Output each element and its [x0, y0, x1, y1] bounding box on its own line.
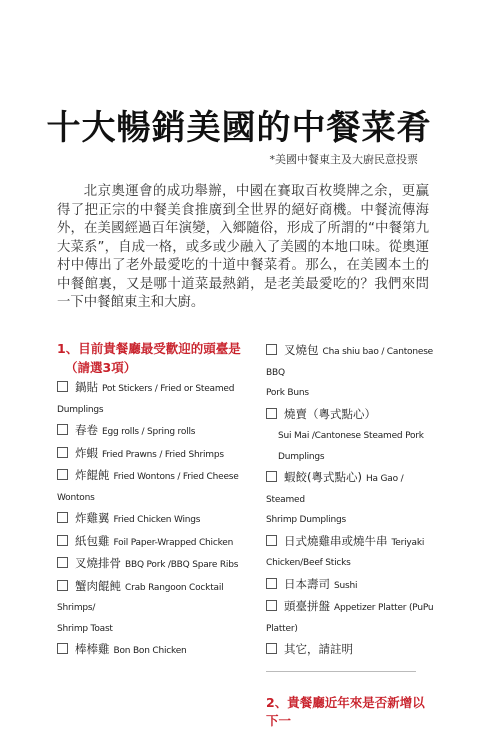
option-en: Crab Rangoon Cocktail Shrimps/	[57, 582, 224, 613]
option-zh: 春卷	[75, 423, 98, 437]
checkbox[interactable]	[57, 643, 68, 654]
divider	[266, 671, 416, 672]
checkbox[interactable]	[57, 557, 68, 568]
option-en: Teriyaki	[391, 537, 425, 548]
option-en: Cha shiu bao / Cantonese BBQ	[266, 347, 434, 378]
checkbox[interactable]	[266, 643, 277, 654]
checkbox[interactable]	[266, 600, 277, 611]
option-bon-bon-chicken[interactable]	[57, 639, 253, 662]
checkbox[interactable]	[57, 512, 68, 523]
question-2-heading: 2、貴餐廳近年來是否新增以下一	[266, 694, 425, 728]
survey-source-note: *美國中餐東主及大廚民意投票	[269, 153, 418, 166]
option-en: Ha Gao / Steamed	[266, 474, 404, 505]
option-en: Fried Chicken Wings	[113, 515, 201, 525]
checkbox[interactable]	[57, 580, 68, 591]
option-en: Foil Paper-Wrapped Chicken	[113, 537, 234, 548]
option-bbq-pork[interactable]	[57, 553, 253, 576]
option-zh: 棒棒雞	[75, 642, 110, 656]
checkbox[interactable]	[266, 535, 277, 546]
right-column	[266, 340, 436, 730]
option-zh: 蟹肉餛飩	[75, 578, 121, 593]
option-zh: 叉燒排骨	[75, 556, 121, 570]
option-zh: 蝦餃(粵式點心)	[284, 470, 362, 484]
option-paper-chicken[interactable]	[57, 531, 253, 554]
option-en-continued: Chicken/Beef Sticks	[266, 558, 351, 568]
option-sushi[interactable]	[266, 574, 436, 597]
checkbox[interactable]	[266, 344, 277, 355]
option-zh: 紙包雞	[75, 533, 110, 548]
option-bbq-pork-buns[interactable]	[266, 340, 436, 383]
option-teriyaki[interactable]	[266, 531, 436, 554]
option-har-gow[interactable]	[266, 467, 436, 510]
option-zh: 鍋貼	[75, 380, 98, 394]
option-crab-rangoon[interactable]	[57, 576, 253, 619]
option-siu-mai[interactable]	[266, 404, 436, 427]
option-zh: 其它，請註明	[284, 642, 353, 656]
option-zh: 日本壽司	[284, 576, 330, 591]
intro-paragraph: 北京奧運會的成功舉辦，中國在賽取百枚獎牌之余，更贏得了把正宗的中餐美食推廣到全世界的絕好商機。中餐流傳海外，在美國經過百年演變，入鄉隨俗，形成了所謂的“中餐第九大菜系”，自成一格，或多或少融入了美國的本地口味。從奧運村中傳出了老外最愛吃的十道中餐菜肴。那么，在美國本土的中餐館裏，又是哪十道菜最熱銷，是老美最愛吃的？我們來問一下中餐館東主和大廚。	[57, 184, 429, 310]
option-zh: 燒賣（粵式點心）	[284, 406, 376, 421]
option-zh: 日式燒雞串或燒牛串	[284, 533, 388, 548]
checkbox[interactable]	[266, 408, 277, 419]
option-en-continued: Shrimp Dumplings	[266, 515, 346, 525]
option-zh: 炸餛飩	[75, 468, 110, 482]
option-en-continued: Dumplings	[57, 404, 104, 415]
checkbox[interactable]	[57, 469, 68, 480]
checkbox[interactable]	[57, 447, 68, 458]
left-column	[57, 340, 253, 662]
option-en: Fried Wontons / Fried Cheese	[113, 472, 239, 482]
checkbox[interactable]	[57, 535, 68, 546]
option-zh: 炸雞翼	[75, 511, 110, 525]
checkbox[interactable]	[57, 424, 68, 435]
option-zh: 叉燒包	[284, 343, 319, 357]
option-en-continued: Wontons	[57, 492, 95, 503]
option-fried-prawns[interactable]	[57, 443, 253, 466]
question-1-instruction: （請選3項）	[65, 359, 137, 375]
checkbox[interactable]	[57, 381, 68, 392]
option-en: Fried Prawns / Fried Shrimps	[102, 449, 224, 460]
option-zh: 炸蝦	[75, 445, 98, 460]
option-en: Egg rolls / Spring rolls	[102, 427, 196, 437]
option-chicken-wings[interactable]	[57, 508, 253, 531]
checkbox[interactable]	[266, 578, 277, 589]
option-appetizer-platter[interactable]	[266, 596, 436, 639]
option-other[interactable]	[266, 639, 436, 662]
option-en: Pot Stickers / Fried or Steamed	[102, 384, 235, 394]
option-en-continued: Sui Mai /Cantonese Steamed Pork Dumplings	[278, 431, 424, 462]
option-zh: 頭臺拼盤	[284, 599, 330, 613]
page-title: 十大暢銷美國的中餐菜肴	[46, 108, 432, 148]
option-en: Sushi	[334, 580, 358, 591]
option-pot-stickers[interactable]	[57, 377, 253, 400]
option-fried-wontons[interactable]	[57, 465, 253, 488]
option-egg-rolls[interactable]	[57, 420, 253, 443]
checkbox[interactable]	[266, 471, 277, 482]
option-en-continued: Shrimp Toast	[57, 623, 113, 634]
question-1-heading: 1、目前貴餐廳最受歡迎的頭臺是	[57, 341, 241, 356]
option-en-continued: Pork Buns	[266, 388, 309, 398]
option-en: Appetizer Platter (PuPu Platter)	[266, 603, 434, 634]
option-en: BBQ Pork /BBQ Spare Ribs	[125, 560, 239, 570]
option-en: Bon Bon Chicken	[113, 646, 187, 656]
